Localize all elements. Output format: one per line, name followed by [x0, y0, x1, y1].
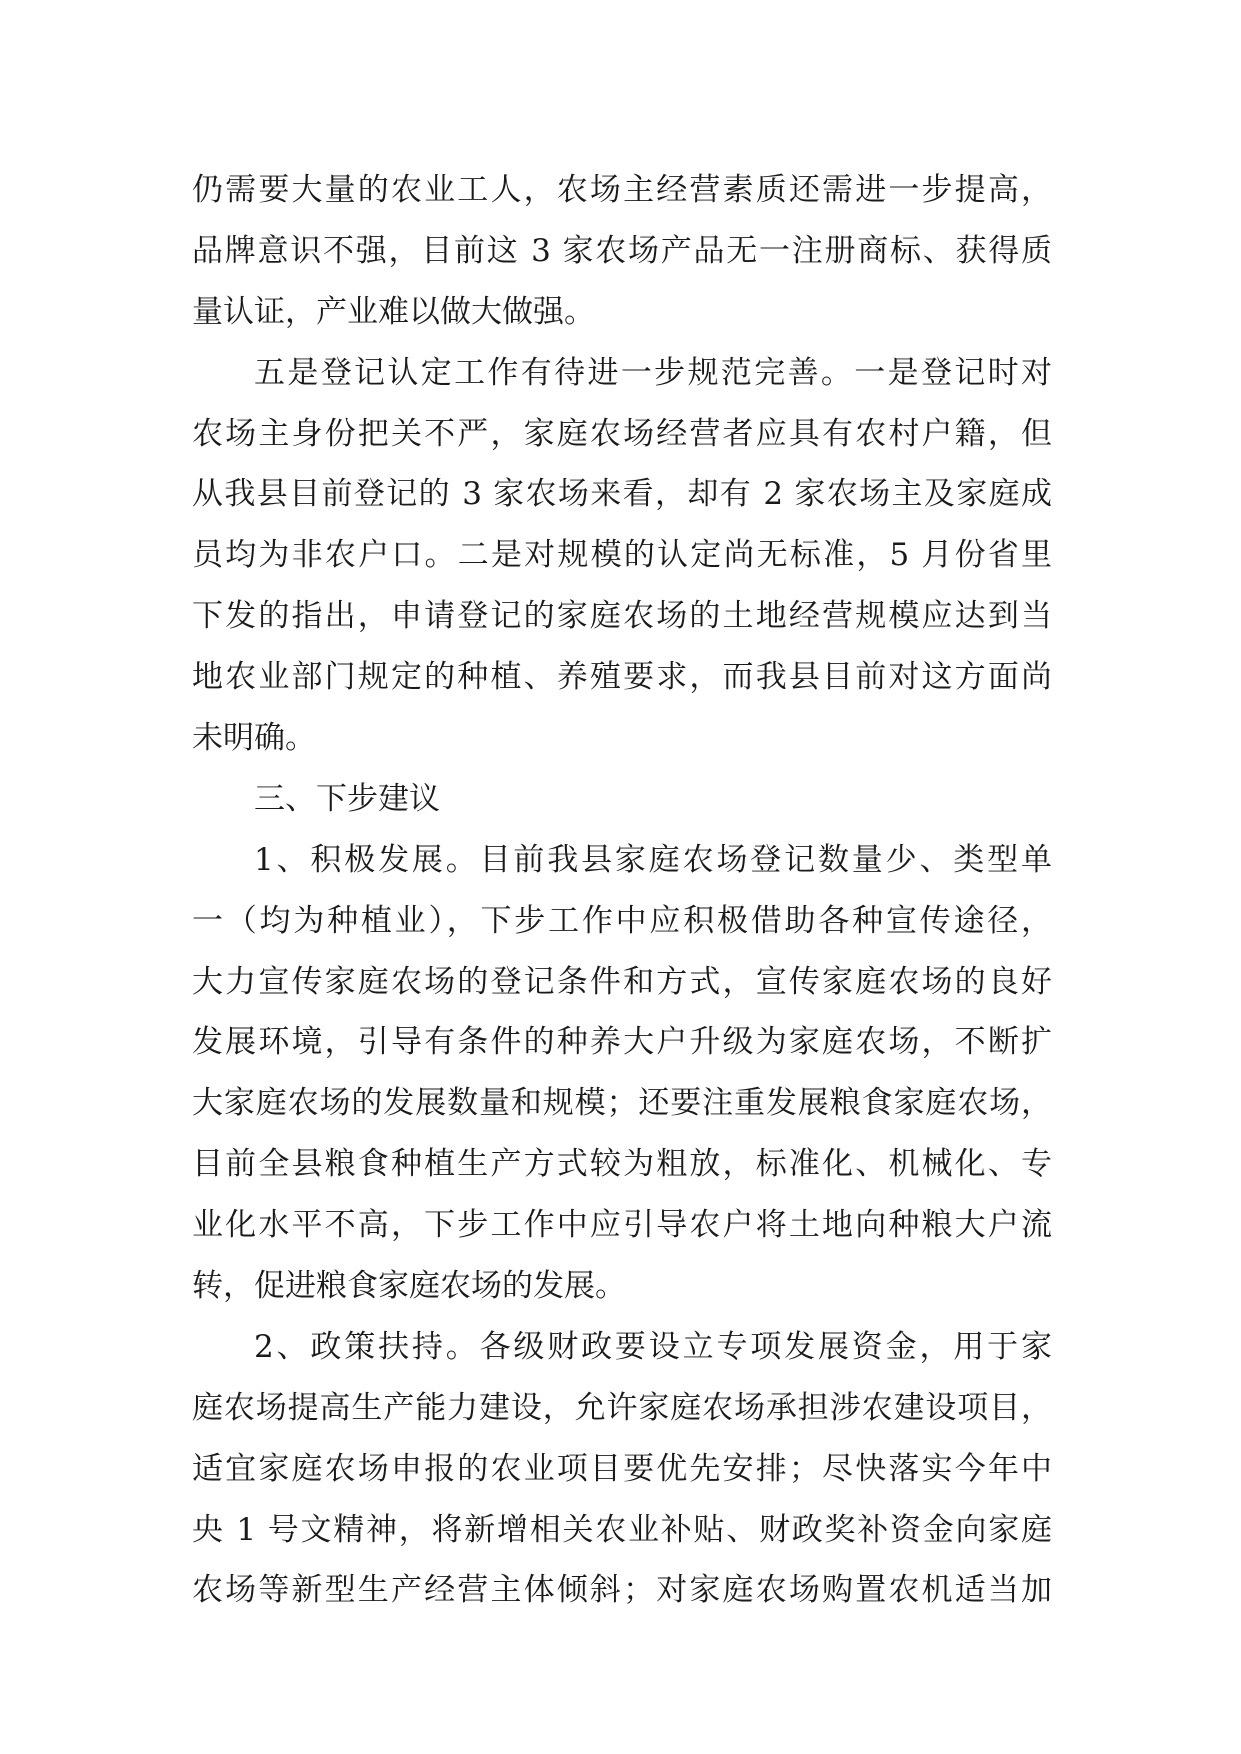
body-text — [192, 160, 1052, 1621]
text-line: 大力宣传家庭农场的登记条件和方式，宣传家庭农场的良好 — [192, 963, 1052, 1000]
text-line: 仍需要大量的农业工人，农场主经营素质还需进一步提高， — [192, 172, 1052, 208]
text-line: 量认证，产业难以做大做强。 — [192, 293, 595, 330]
text-line: 庭农场提高生产能力建设，允许家庭农场承担涉农建设项目， — [192, 1389, 1052, 1426]
text-line: 1、积极发展。目前我县家庭农场登记数量少、类型单 — [254, 841, 1052, 878]
text-line: 农场等新型生产经营主体倾斜；对家庭农场购置农机适当加 — [192, 1572, 1052, 1609]
text-line: 地农业部门规定的种植、养殖要求，而我县目前对这方面尚 — [192, 659, 1052, 696]
text-line: 2、政策扶持。各级财政要设立专项发展资金，用于家 — [254, 1328, 1052, 1365]
text-line: 五是登记认定工作有待进一步规范完善。一是登记时对 — [254, 354, 1052, 391]
text-line: 三、下步建议 — [254, 780, 440, 817]
text-line: 适宜家庭农场申报的农业项目要优先安排；尽快落实今年中 — [192, 1450, 1052, 1487]
text-line: 品牌意识不强，目前这 3 家农场产品无一注册商标、获得质 — [192, 232, 1052, 269]
text-line: 未明确。 — [192, 720, 316, 757]
text-line: 央 1 号文精神，将新增相关农业补贴、财政奖补资金向家庭 — [192, 1511, 1052, 1548]
text-line: 农场主身份把关不严，家庭农场经营者应具有农村户籍，但 — [192, 415, 1052, 452]
text-line: 下发的指出，申请登记的家庭农场的土地经营规模应达到当 — [192, 598, 1052, 635]
text-line: 从我县目前登记的 3 家农场来看，却有 2 家农场主及家庭成 — [192, 476, 1052, 513]
text-line: 大家庭农场的发展数量和规模；还要注重发展粮食家庭农场， — [192, 1085, 1052, 1122]
text-line: 业化水平不高，下步工作中应引导农户将土地向种粮大户流 — [192, 1207, 1052, 1244]
text-line: 发展环境，引导有条件的种养大户升级为家庭农场，不断扩 — [192, 1024, 1052, 1061]
text-line: 一（均为种植业），下步工作中应积极借助各种宣传途径， — [192, 902, 1052, 939]
text-line: 转，促进粮食家庭农场的发展。 — [192, 1268, 626, 1305]
text-line: 员均为非农户口。二是对规模的认定尚无标准，5 月份省里 — [192, 537, 1052, 574]
text-line: 目前全县粮食种植生产方式较为粗放，标准化、机械化、专 — [192, 1146, 1052, 1183]
